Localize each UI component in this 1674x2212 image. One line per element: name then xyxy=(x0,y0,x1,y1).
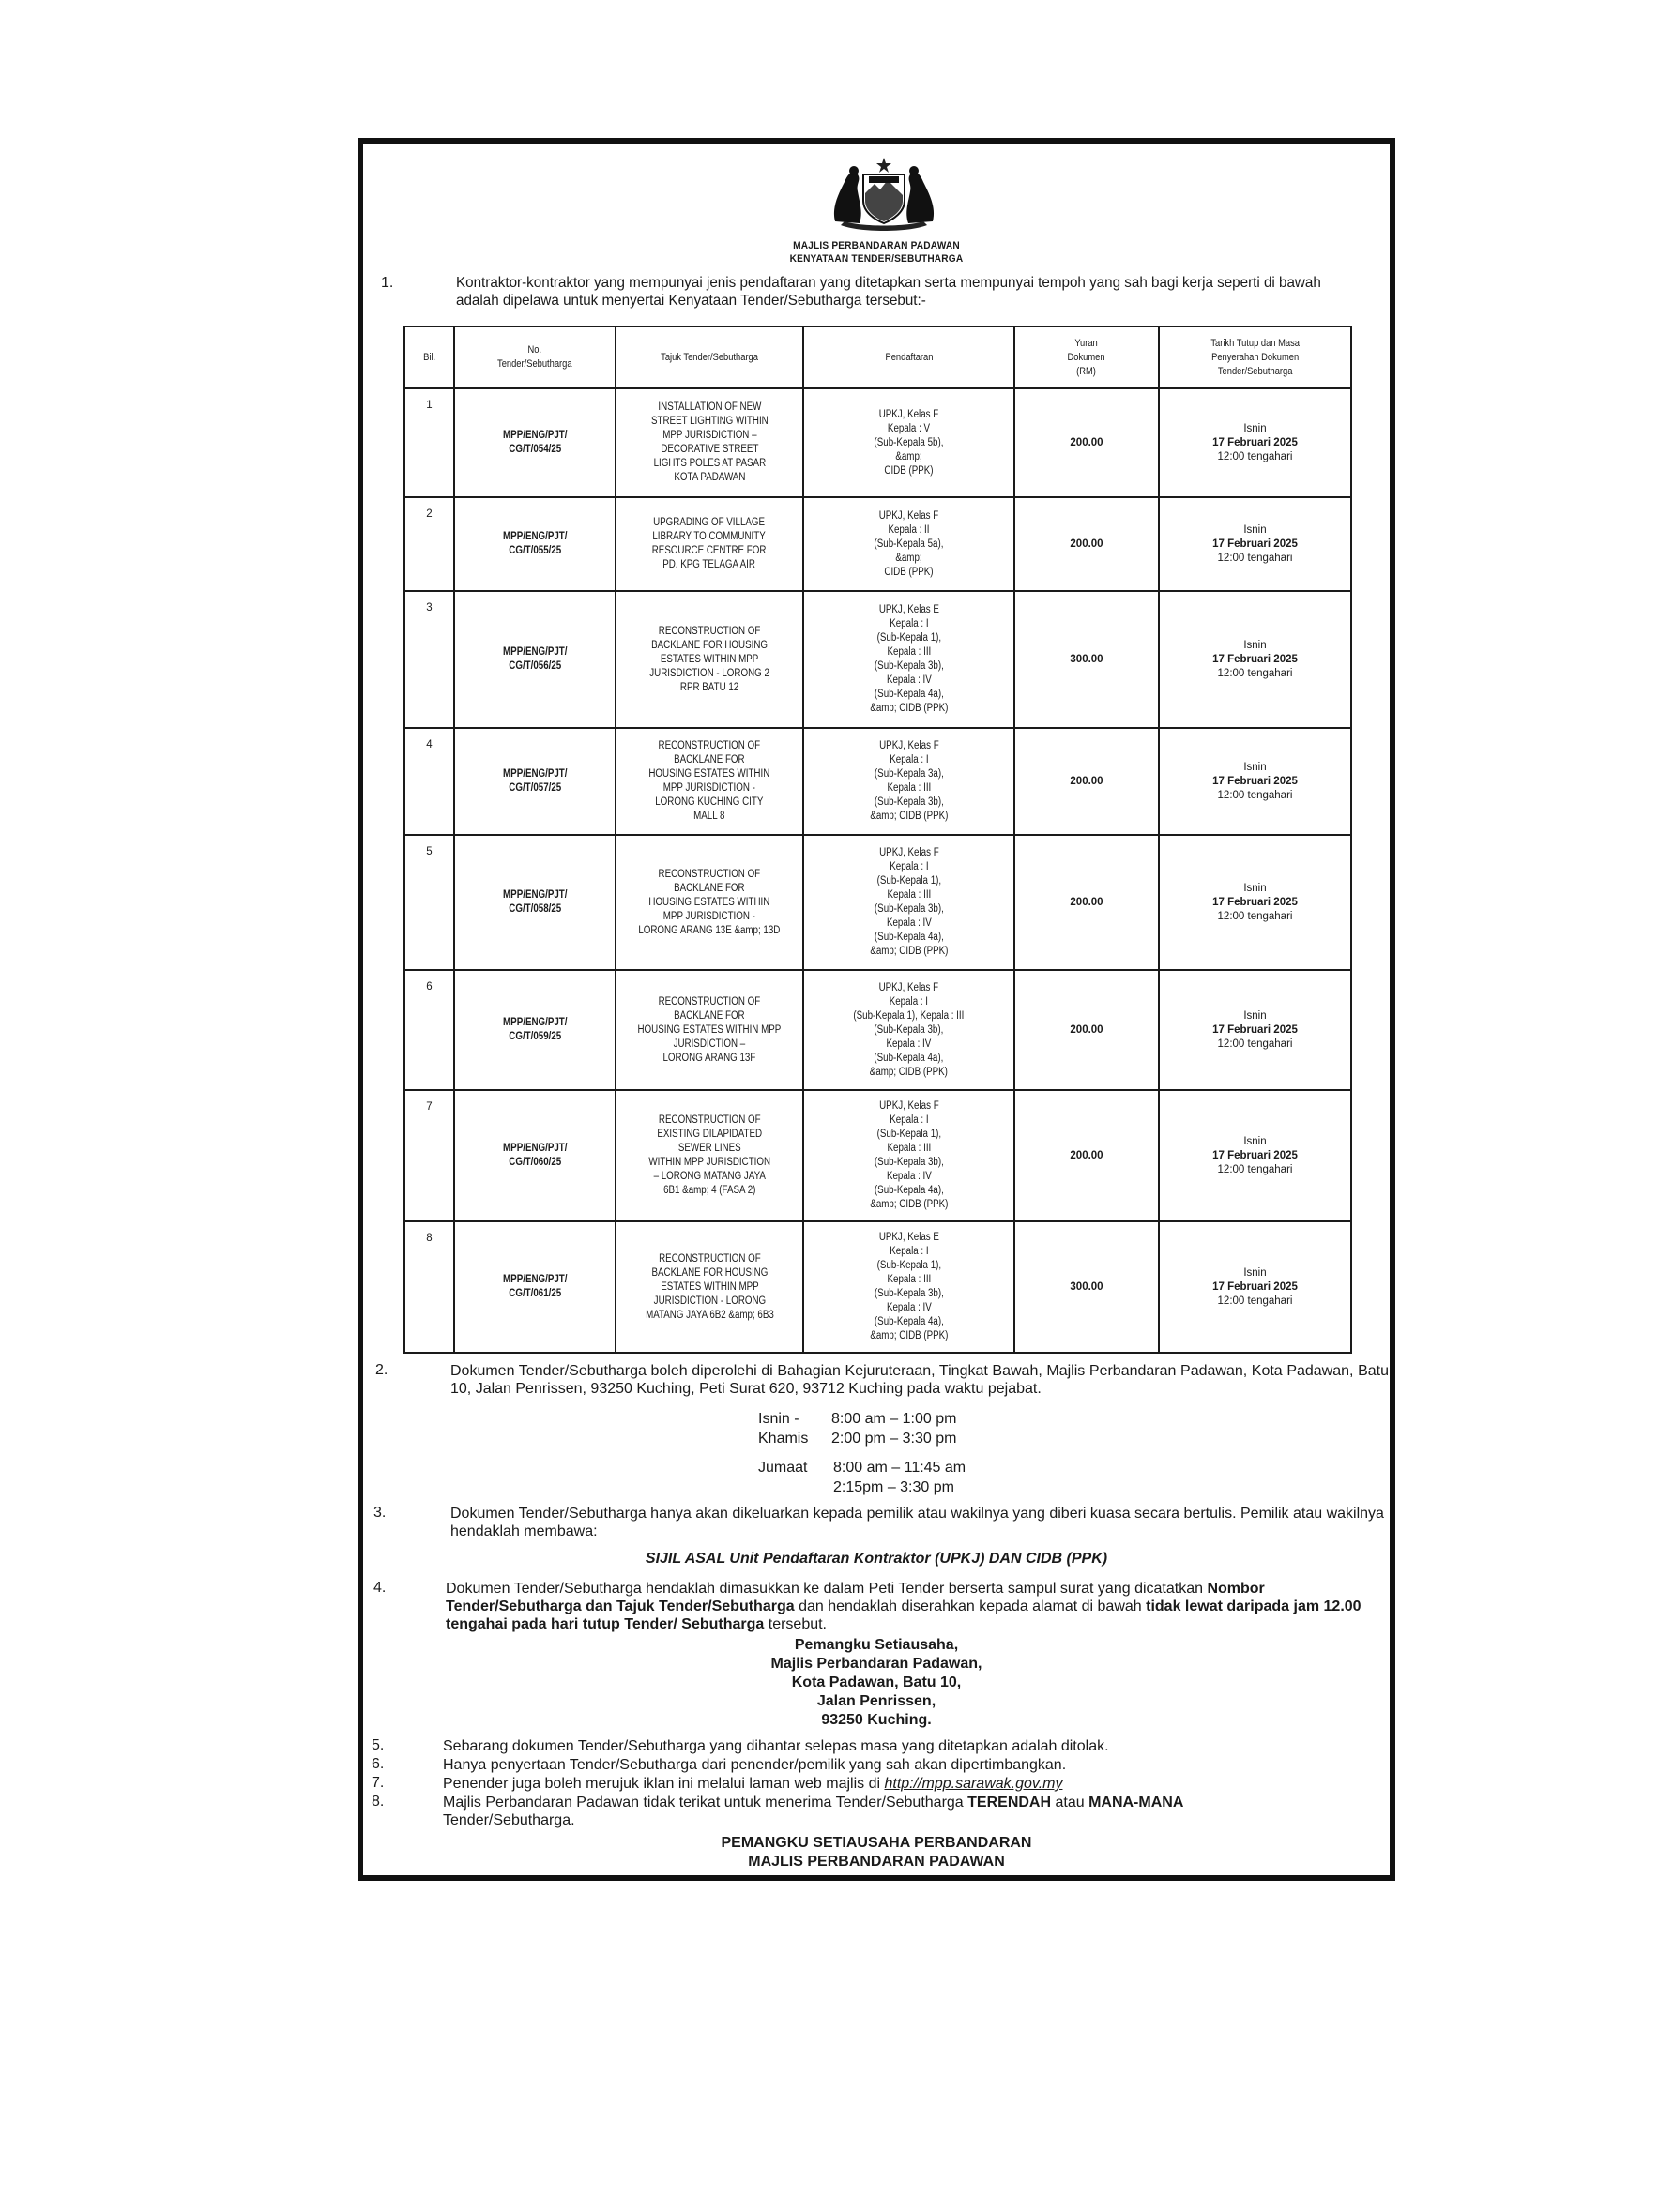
notice-title: KENYATAAN TENDER/SEBUTHARGA xyxy=(789,253,964,265)
section-4-paragraph: Dokumen Tender/Sebutharga hendaklah dimasukkan ke dalam Peti Tender berserta sampul surat yang dicatatkan Nombor Tender/Sebutharga dan Tajuk Tender/Sebutharga dan hendaklah diserahkan kepada alamat di bawah tidak lewat daripada jam 12.00 tengahai pada hari tutup Tender/ Sebutharga tersebut. xyxy=(446,1581,1362,1632)
note-7-text: Penender juga boleh merujuk iklan ini melalui laman web majlis di http://mpp.sarawak.gov.my xyxy=(443,1776,1063,1792)
note-6-text: Hanya penyertaan Tender/Sebutharga dari penender/pemilik yang sah akan dipertimbangkan. xyxy=(443,1757,1067,1773)
cell-pendaftaran: UPKJ, Kelas F Kepala : V (Sub-Kepala 5b), &amp; CIDB (PPK) xyxy=(803,388,1014,497)
cell-yuran: 200.00 xyxy=(1014,1090,1159,1221)
note-6-number: 6. xyxy=(372,1756,385,1772)
cell-pendaftaran: UPKJ, Kelas F Kepala : I (Sub-Kepala 1), Kepala : III (Sub-Kepala 3b), Kepala : IV (Sub-Kepala 4a), &amp; CIDB (PPK) xyxy=(803,1090,1014,1221)
submission-address: Pemangku Setiausaha, Majlis Perbandaran Padawan, Kota Padawan, Batu 10, Jalan Penrissen, 93250 Kuching. xyxy=(770,1637,982,1728)
cell-bil: 8 xyxy=(404,1221,454,1353)
cell-bil: 2 xyxy=(404,497,454,591)
col-header-tajuk: Tajuk Tender/Sebutharga xyxy=(616,326,803,388)
section-4-number: 4. xyxy=(373,1580,387,1596)
tender-table xyxy=(403,326,1352,1354)
cell-tender-no: MPP/ENG/PJT/ CG/T/061/25 xyxy=(454,1221,616,1353)
table-row xyxy=(404,728,1351,835)
cell-yuran: 300.00 xyxy=(1014,1221,1159,1353)
cell-tender-no: MPP/ENG/PJT/ CG/T/059/25 xyxy=(454,970,616,1090)
cell-tender-no: MPP/ENG/PJT/ CG/T/055/25 xyxy=(454,497,616,591)
cell-yuran: 200.00 xyxy=(1014,388,1159,497)
col-header-yuran: Yuran Dokumen (RM) xyxy=(1014,326,1159,388)
cell-bil: 3 xyxy=(404,591,454,728)
cell-tender-no: MPP/ENG/PJT/ CG/T/057/25 xyxy=(454,728,616,835)
cell-yuran: 300.00 xyxy=(1014,591,1159,728)
cell-bil: 7 xyxy=(404,1090,454,1221)
section-2-number: 2. xyxy=(375,1362,388,1378)
cell-pendaftaran: UPKJ, Kelas F Kepala : I (Sub-Kepala 1), Kepala : III (Sub-Kepala 3b), Kepala : IV (Sub-Kepala 4a), &amp; CIDB (PPK) xyxy=(803,970,1014,1090)
hours-times-mon-thu: 8:00 am – 1:00 pm 2:00 pm – 3:30 pm xyxy=(831,1411,957,1447)
intro-number: 1. xyxy=(381,275,394,291)
cell-tarikh: Isnin 17 Februari 2025 12:00 tengahari xyxy=(1159,728,1351,835)
signature-organisation: MAJLIS PERBANDARAN PADAWAN xyxy=(748,1854,1005,1870)
note-8-text: Majlis Perbandaran Padawan tidak terikat untuk menerima Tender/Sebutharga TERENDAH atau MANA-MANA Tender/Sebutharga. xyxy=(443,1795,1184,1828)
cell-tarikh: Isnin 17 Februari 2025 12:00 tengahari xyxy=(1159,388,1351,497)
cell-bil: 6 xyxy=(404,970,454,1090)
table-row xyxy=(404,970,1351,1090)
organisation-name: MAJLIS PERBANDARAN PADAWAN xyxy=(793,240,960,251)
cell-tajuk: INSTALLATION OF NEW STREET LIGHTING WITHIN MPP JURISDICTION – DECORATIVE STREET LIGHTS POLES AT PASAR KOTA PADAWAN xyxy=(616,388,803,497)
cell-bil: 1 xyxy=(404,388,454,497)
section-2-paragraph: Dokumen Tender/Sebutharga boleh diperolehi di Bahagian Kejuruteraan, Tingkat Bawah, Majlis Perbandaran Padawan, Kota Padawan, Batu 10, Jalan Penrissen, 93250 Kuching, Peti Surat 620, 93712 Kuching pada waktu pejabat. xyxy=(450,1363,1389,1397)
cell-tender-no: MPP/ENG/PJT/ CG/T/058/25 xyxy=(454,835,616,970)
cell-pendaftaran: UPKJ, Kelas F Kepala : I (Sub-Kepala 3a), Kepala : III (Sub-Kepala 3b), &amp; CIDB (PPK) xyxy=(803,728,1014,835)
hours-days-fri: Jumaat xyxy=(758,1460,808,1476)
table-row xyxy=(404,835,1351,970)
table-row xyxy=(404,591,1351,728)
hours-days-mon-thu: Isnin - Khamis xyxy=(758,1411,809,1447)
cell-pendaftaran: UPKJ, Kelas E Kepala : I (Sub-Kepala 1), Kepala : III (Sub-Kepala 3b), Kepala : IV (Sub-Kepala 4a), &amp; CIDB (PPK) xyxy=(803,591,1014,728)
cell-tender-no: MPP/ENG/PJT/ CG/T/054/25 xyxy=(454,388,616,497)
cell-tajuk: UPGRADING OF VILLAGE LIBRARY TO COMMUNITY RESOURCE CENTRE FOR PD. KPG TELAGA AIR xyxy=(616,497,803,591)
table-row xyxy=(404,1221,1351,1353)
note-7-number: 7. xyxy=(372,1775,385,1791)
cell-tarikh: Isnin 17 Februari 2025 12:00 tengahari xyxy=(1159,835,1351,970)
cell-tajuk: RECONSTRUCTION OF BACKLANE FOR HOUSING ESTATES WITHIN MPP JURISDICTION - LORONG ARANG 13E &amp; 13D xyxy=(616,835,803,970)
cell-pendaftaran: UPKJ, Kelas F Kepala : I (Sub-Kepala 1), Kepala : III (Sub-Kepala 3b), Kepala : IV (Sub-Kepala 4a), &amp; CIDB (PPK) xyxy=(803,835,1014,970)
cell-yuran: 200.00 xyxy=(1014,835,1159,970)
cell-tajuk: RECONSTRUCTION OF BACKLANE FOR HOUSING ESTATES WITHIN MPP JURISDICTION – LORONG ARANG 13F xyxy=(616,970,803,1090)
cell-tarikh: Isnin 17 Februari 2025 12:00 tengahari xyxy=(1159,1221,1351,1353)
section-3-paragraph: Dokumen Tender/Sebutharga hanya akan dikeluarkan kepada pemilik atau wakilnya yang diberi kuasa secara bertulis. Pemilik atau wakilnya hendaklah membawa: xyxy=(450,1506,1384,1539)
cell-tarikh: Isnin 17 Februari 2025 12:00 tengahari xyxy=(1159,497,1351,591)
table-row xyxy=(404,1090,1351,1221)
cell-tarikh: Isnin 17 Februari 2025 12:00 tengahari xyxy=(1159,591,1351,728)
cell-tajuk: RECONSTRUCTION OF BACKLANE FOR HOUSING ESTATES WITHIN MPP JURISDICTION - LORONG KUCHING CITY MALL 8 xyxy=(616,728,803,835)
cell-yuran: 200.00 xyxy=(1014,497,1159,591)
signature-title: PEMANGKU SETIAUSAHA PERBANDARAN xyxy=(721,1835,1032,1851)
note-5-text: Sebarang dokumen Tender/Sebutharga yang dihantar selepas masa yang ditetapkan adalah ditolak. xyxy=(443,1738,1109,1754)
website-link[interactable]: http://mpp.sarawak.gov.my xyxy=(884,1776,1063,1792)
council-crest-logo xyxy=(822,156,946,235)
cell-yuran: 200.00 xyxy=(1014,970,1159,1090)
col-header-no: No. Tender/Sebutharga xyxy=(454,326,616,388)
cell-tarikh: Isnin 17 Februari 2025 12:00 tengahari xyxy=(1159,970,1351,1090)
cell-tarikh: Isnin 17 Februari 2025 12:00 tengahari xyxy=(1159,1090,1351,1221)
intro-paragraph: Kontraktor-kontraktor yang mempunyai jenis pendaftaran yang ditetapkan serta mempunyai tempoh yang sah bagi kerja seperti di bawah adalah dipelawa untuk menyertai Kenyataan Tender/Sebutharga tersebut:- xyxy=(456,275,1321,309)
cell-tajuk: RECONSTRUCTION OF EXISTING DILAPIDATED SEWER LINES WITHIN MPP JURISDICTION – LORONG MATANG JAYA 6B1 &amp; 4 (FASA 2) xyxy=(616,1090,803,1221)
cell-bil: 4 xyxy=(404,728,454,835)
col-header-tarikh: Tarikh Tutup dan Masa Penyerahan Dokumen Tender/Sebutharga xyxy=(1159,326,1351,388)
table-row xyxy=(404,388,1351,497)
hours-times-fri: 8:00 am – 11:45 am 2:15pm – 3:30 pm xyxy=(833,1460,966,1495)
section-3-requirement: SIJIL ASAL Unit Pendaftaran Kontraktor (UPKJ) DAN CIDB (PPK) xyxy=(645,1551,1108,1567)
cell-tajuk: RECONSTRUCTION OF BACKLANE FOR HOUSING ESTATES WITHIN MPP JURISDICTION - LORONG MATANG JAYA 6B2 &amp; 6B3 xyxy=(616,1221,803,1353)
cell-yuran: 200.00 xyxy=(1014,728,1159,835)
cell-pendaftaran: UPKJ, Kelas F Kepala : II (Sub-Kepala 5a), &amp; CIDB (PPK) xyxy=(803,497,1014,591)
cell-tajuk: RECONSTRUCTION OF BACKLANE FOR HOUSING ESTATES WITHIN MPP JURISDICTION - LORONG 2 RPR BATU 12 xyxy=(616,591,803,728)
cell-tender-no: MPP/ENG/PJT/ CG/T/056/25 xyxy=(454,591,616,728)
cell-bil: 5 xyxy=(404,835,454,970)
col-header-bil: Bil. xyxy=(404,326,454,388)
cell-tender-no: MPP/ENG/PJT/ CG/T/060/25 xyxy=(454,1090,616,1221)
table-row xyxy=(404,497,1351,591)
note-8-number: 8. xyxy=(372,1794,385,1810)
col-header-pendaftaran: Pendaftaran xyxy=(803,326,1014,388)
cell-pendaftaran: UPKJ, Kelas E Kepala : I (Sub-Kepala 1), Kepala : III (Sub-Kepala 3b), Kepala : IV (Sub-Kepala 4a), &amp; CIDB (PPK) xyxy=(803,1221,1014,1353)
section-3-number: 3. xyxy=(373,1505,387,1521)
table-header-row xyxy=(404,326,1351,388)
note-5-number: 5. xyxy=(372,1737,385,1753)
